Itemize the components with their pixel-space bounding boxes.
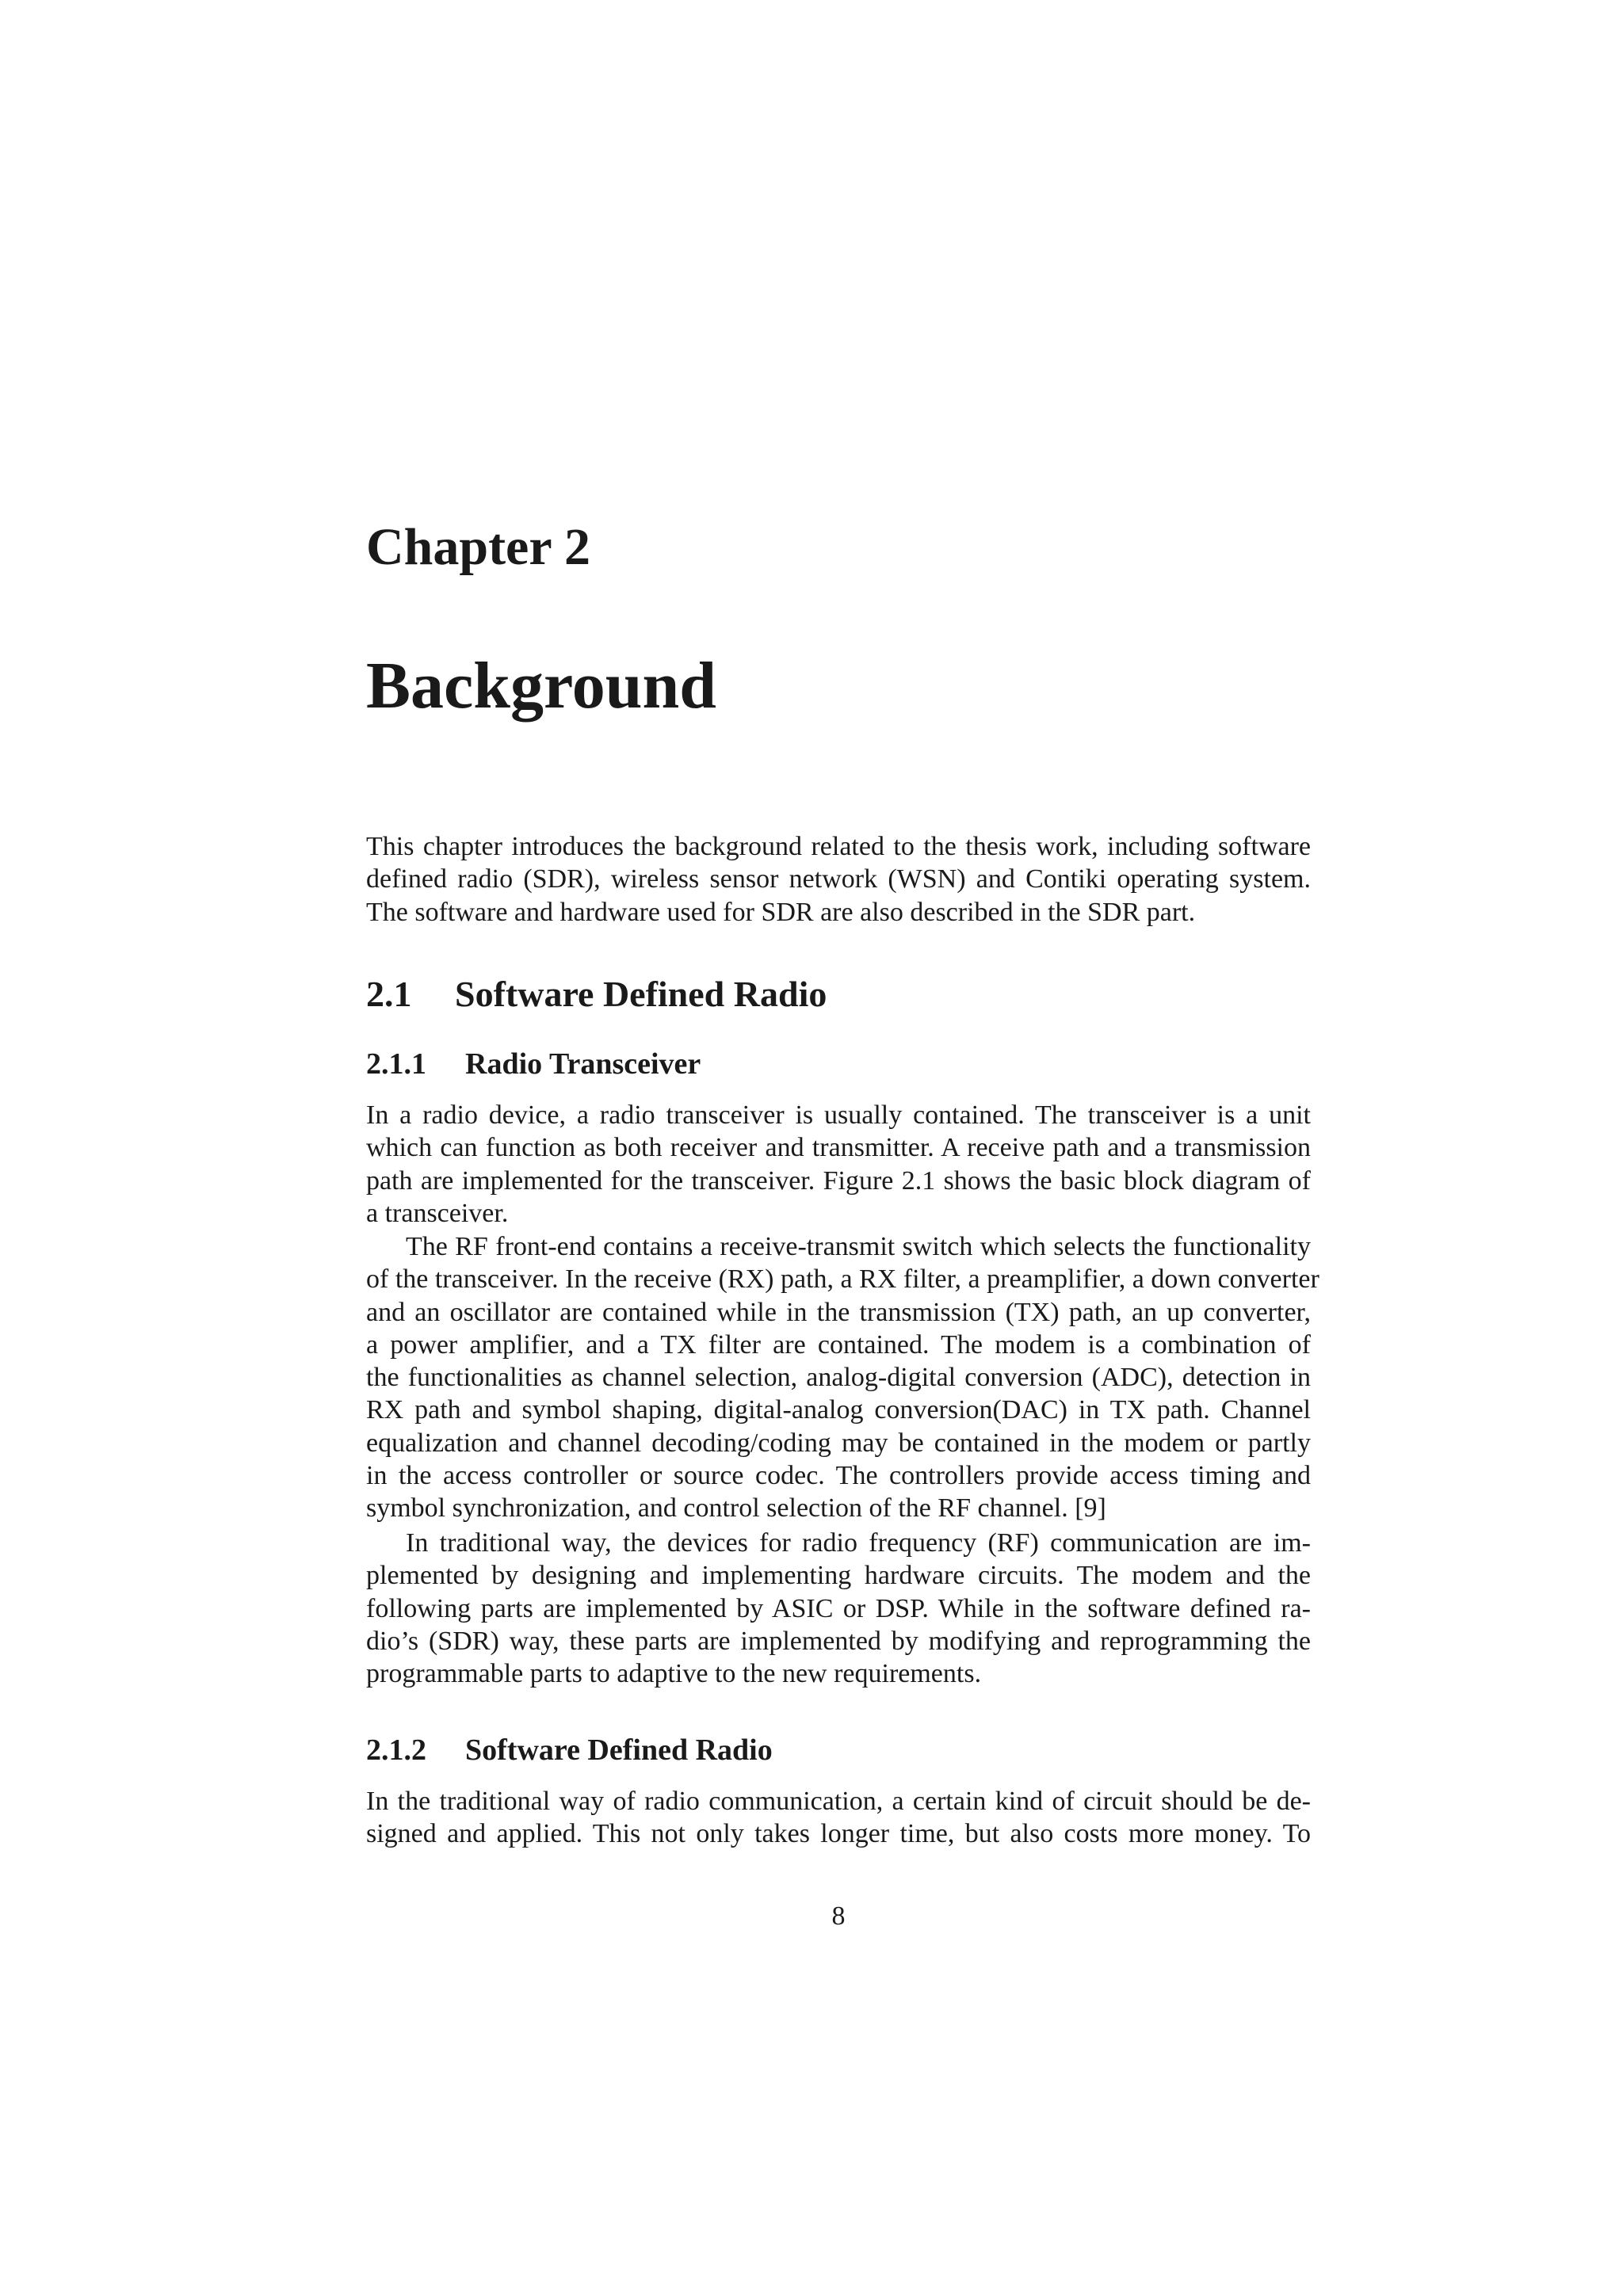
text-line: a transceiver.	[366, 1198, 509, 1228]
intro-paragraph	[366, 830, 1311, 929]
chapter-label: Chapter 2	[366, 518, 590, 576]
text-line: which can function as both receiver and transmitter. A receive path and a transmission	[366, 1133, 1311, 1163]
subsection-number: 2.1.1	[366, 1047, 426, 1081]
section-title: Software Defined Radio	[455, 974, 827, 1014]
paragraph-traditional-way	[366, 1527, 1311, 1690]
page-number: 8	[831, 1901, 846, 1931]
text-line: signed and applied. This not only takes longer time, but also costs more money. To	[366, 1819, 1311, 1849]
text-line: symbol synchronization, and control selection of the RF channel. [9]	[366, 1493, 1106, 1524]
text-line: defined radio (SDR), wireless sensor network (WSN) and Contiki operating system.	[366, 864, 1311, 894]
text-line: the functionalities as channel selection, analog-digital conversion (ADC), detection in	[366, 1363, 1311, 1393]
text-line: plemented by designing and implementing hardware circuits. The modem and the	[366, 1561, 1311, 1591]
paragraph-sdr	[366, 1785, 1311, 1851]
subsection-number: 2.1.2	[366, 1733, 426, 1767]
text-line: The RF front-end contains a receive-transmit switch which selects the functionality	[406, 1232, 1311, 1261]
text-line: path are implemented for the transceiver. Figure 2.1 shows the basic block diagram of	[366, 1165, 1311, 1196]
subsection-title: Radio Transceiver	[465, 1047, 701, 1081]
text-line: following parts are implemented by ASIC or DSP. While in the software defined ra-	[366, 1593, 1311, 1623]
chapter-title: Background	[366, 649, 716, 723]
section-number: 2.1	[366, 974, 412, 1014]
subsection-heading-2-1-2	[366, 1735, 773, 1765]
text-line: a power amplifier, and a TX filter are contained. The modem is a combination of	[366, 1329, 1311, 1360]
subsection-title: Software Defined Radio	[465, 1733, 773, 1767]
text-line: RX path and symbol shaping, digital-analog conversion(DAC) in TX path. Channel	[366, 1395, 1311, 1425]
paragraph-rf-front-end	[366, 1230, 1319, 1525]
text-line: In the traditional way of radio communication, a certain kind of circuit should be de-	[366, 1787, 1311, 1816]
section-heading-2-1	[366, 976, 827, 1013]
text-line: The software and hardware used for SDR are also described in the SDR part.	[366, 897, 1196, 927]
text-line: programmable parts to adaptive to the new requirements.	[366, 1659, 982, 1689]
text-line: of the transceiver. In the receive (RX) path, a RX filter, a preamplifier, a down converter	[366, 1264, 1319, 1295]
text-line: equalization and channel decoding/coding may be contained in the modem or partly	[366, 1428, 1311, 1458]
text-line: and an oscillator are contained while in the transmission (TX) path, an up converter,	[366, 1297, 1311, 1327]
subsection-heading-2-1-1	[366, 1049, 701, 1079]
paragraph-transceiver	[366, 1099, 1311, 1230]
text-line: This chapter introduces the background related to the thesis work, including software	[366, 832, 1311, 861]
text-line: In traditional way, the devices for radio frequency (RF) communication are im-	[406, 1528, 1311, 1558]
text-line: in the access controller or source codec. The controllers provide access timing and	[366, 1461, 1311, 1491]
text-line: In a radio device, a radio transceiver is usually contained. The transceiver is a unit	[366, 1100, 1311, 1130]
text-line: dio’s (SDR) way, these parts are implemented by modifying and reprogramming the	[366, 1626, 1311, 1656]
